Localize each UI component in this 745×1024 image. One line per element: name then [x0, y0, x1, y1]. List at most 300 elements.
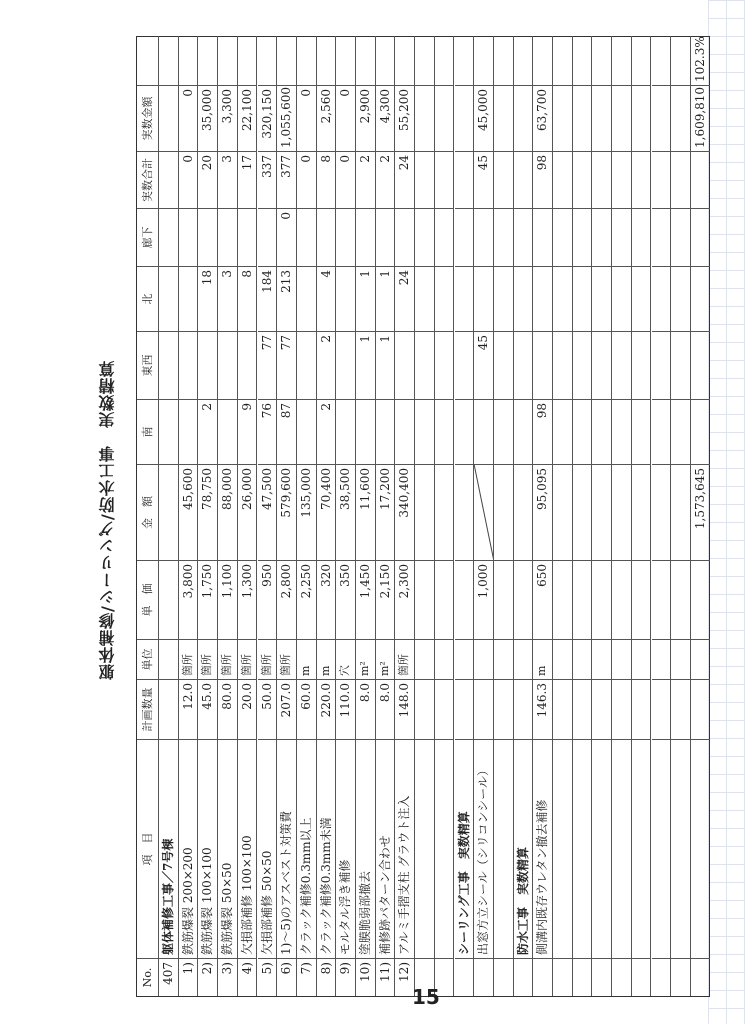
row-qty: 50.0 — [258, 679, 277, 739]
row-east-west — [198, 331, 217, 399]
row-north — [671, 266, 690, 331]
row-south — [297, 399, 316, 464]
row-corridor — [573, 208, 592, 266]
row-total — [632, 151, 651, 208]
row-item: シーリング工事 実数精算 — [455, 739, 474, 958]
row-east-west: 1 — [376, 331, 395, 399]
row-north — [592, 266, 611, 331]
row-percent — [218, 36, 237, 85]
row-amount — [455, 464, 474, 560]
row-percent — [553, 36, 572, 85]
table-row — [277, 36, 297, 996]
row-amount — [494, 464, 513, 560]
row-percent — [277, 36, 296, 85]
row-no — [514, 958, 533, 996]
row-no: 4) — [238, 958, 257, 996]
row-actual-amount — [592, 85, 611, 151]
row-unit — [415, 639, 434, 679]
row-percent — [671, 36, 690, 85]
row-unit — [632, 639, 651, 679]
row-east-west — [218, 331, 237, 399]
row-qty: 8.0 — [356, 679, 375, 739]
row-amount — [435, 464, 454, 560]
row-north — [494, 266, 513, 331]
row-unit: m — [317, 639, 336, 679]
row-north — [336, 266, 355, 331]
row-north: 3 — [218, 266, 237, 331]
row-no — [494, 958, 513, 996]
row-item — [632, 739, 651, 958]
row-total: 8 — [317, 151, 336, 208]
row-total — [553, 151, 572, 208]
row-north — [652, 266, 671, 331]
row-amount — [632, 464, 651, 560]
row-north: 1 — [376, 266, 395, 331]
row-no: 3) — [218, 958, 237, 996]
row-qty: 12.0 — [179, 679, 198, 739]
row-north — [553, 266, 572, 331]
row-total: 0 — [297, 151, 316, 208]
row-east-west — [632, 331, 651, 399]
row-south — [494, 399, 513, 464]
row-unit — [652, 639, 671, 679]
row-east-west — [395, 331, 414, 399]
row-corridor — [317, 208, 336, 266]
row-unit — [553, 639, 572, 679]
header-north: 北 — [137, 266, 158, 331]
settlement-table — [136, 36, 710, 997]
header-item: 項 目 — [137, 739, 158, 958]
row-amount — [159, 464, 178, 560]
table-row — [533, 36, 553, 996]
row-total: 20 — [198, 151, 217, 208]
header-percent — [137, 36, 158, 85]
row-price — [632, 560, 651, 639]
row-actual-amount — [573, 85, 592, 151]
row-actual-amount: 320,150 — [258, 85, 277, 151]
row-east-west — [691, 331, 710, 399]
row-total: 377 — [277, 151, 296, 208]
row-actual-amount: 0 — [297, 85, 316, 151]
row-price: 650 — [533, 560, 552, 639]
row-corridor — [514, 208, 533, 266]
row-unit — [514, 639, 533, 679]
row-unit: m² — [356, 639, 375, 679]
row-item — [553, 739, 572, 958]
row-price — [494, 560, 513, 639]
row-unit — [573, 639, 592, 679]
row-item: 塗膜脆弱部撤去 — [356, 739, 375, 958]
row-amount: 47,500 — [258, 464, 277, 560]
row-corridor — [258, 208, 277, 266]
row-item: 鉄筋爆裂 200×200 — [179, 739, 198, 958]
row-east-west — [573, 331, 592, 399]
row-corridor — [395, 208, 414, 266]
row-price — [612, 560, 631, 639]
row-east-west — [514, 331, 533, 399]
row-total — [612, 151, 631, 208]
row-qty: 80.0 — [218, 679, 237, 739]
row-amount — [592, 464, 611, 560]
row-unit — [455, 639, 474, 679]
row-item: 1)～5)のアスベスト対策費 — [277, 739, 296, 958]
row-item — [435, 739, 454, 958]
row-percent — [455, 36, 474, 85]
row-total: 337 — [258, 151, 277, 208]
row-percent — [474, 36, 493, 85]
row-corridor — [415, 208, 434, 266]
row-corridor — [553, 208, 572, 266]
table-row — [435, 36, 455, 996]
row-price — [652, 560, 671, 639]
row-amount: 340,400 — [395, 464, 414, 560]
row-item: モルタル浮き補修 — [336, 739, 355, 958]
row-item: 補修跡パターン合わせ — [376, 739, 395, 958]
row-unit: 箇所 — [218, 639, 237, 679]
row-no — [691, 958, 710, 996]
row-amount — [671, 464, 690, 560]
row-price — [553, 560, 572, 639]
row-percent: 102.3% — [692, 36, 707, 82]
row-no: 11) — [376, 958, 395, 996]
row-actual-amount: 35,000 — [198, 85, 217, 151]
table-row — [573, 36, 593, 996]
row-amount: 26,000 — [238, 464, 257, 560]
row-corridor — [691, 208, 710, 266]
row-percent — [612, 36, 631, 85]
row-south — [632, 399, 651, 464]
table-header — [137, 36, 159, 996]
row-unit: 箇所 — [198, 639, 217, 679]
row-corridor — [159, 208, 178, 266]
row-east-west — [238, 331, 257, 399]
row-qty: 110.0 — [336, 679, 355, 739]
table-row — [553, 36, 573, 996]
row-unit: m² — [376, 639, 395, 679]
row-actual-amount: 0 — [179, 85, 198, 151]
row-total: 0 — [336, 151, 355, 208]
table-row — [514, 36, 534, 996]
row-amount: 95,095 — [533, 464, 552, 560]
row-south — [435, 399, 454, 464]
row-east-west — [612, 331, 631, 399]
row-amount — [612, 464, 631, 560]
table-row — [474, 36, 494, 996]
row-amount: 88,000 — [218, 464, 237, 560]
row-corridor — [474, 208, 493, 266]
row-percent — [356, 36, 375, 85]
row-qty — [435, 679, 454, 739]
row-corridor — [592, 208, 611, 266]
row-price — [435, 560, 454, 639]
grid-paper-edge — [708, 0, 745, 1024]
header-total: 実数合計 — [137, 151, 158, 208]
row-unit — [494, 639, 513, 679]
row-total — [494, 151, 513, 208]
row-total: 17 — [238, 151, 257, 208]
row-actual-amount — [553, 85, 572, 151]
row-east-west — [336, 331, 355, 399]
row-item — [592, 739, 611, 958]
row-north — [533, 266, 552, 331]
row-south — [691, 399, 710, 464]
row-no — [553, 958, 572, 996]
row-no: 2) — [198, 958, 217, 996]
row-item: 鉄筋爆裂 50×50 — [218, 739, 237, 958]
row-actual-amount — [652, 85, 671, 151]
row-actual-amount: 4,300 — [376, 85, 395, 151]
estimate-sheet — [136, 36, 710, 997]
row-corridor — [494, 208, 513, 266]
row-south — [573, 399, 592, 464]
row-amount — [652, 464, 671, 560]
row-price — [159, 560, 178, 639]
row-item: 出窓方立シール（シリコンシール） — [474, 739, 493, 958]
row-qty: 60.0 — [297, 679, 316, 739]
row-total: 98 — [533, 151, 552, 208]
row-item: 欠損部補修 100×100 — [238, 739, 257, 958]
row-east-west — [297, 331, 316, 399]
row-corridor — [198, 208, 217, 266]
row-total — [455, 151, 474, 208]
row-qty — [455, 679, 474, 739]
row-total: 45 — [474, 151, 493, 208]
row-north — [514, 266, 533, 331]
row-actual-amount: 2,560 — [317, 85, 336, 151]
row-south — [356, 399, 375, 464]
row-south — [179, 399, 198, 464]
row-item: クラック補修0.3mm未満 — [317, 739, 336, 958]
row-corridor — [671, 208, 690, 266]
row-south — [336, 399, 355, 464]
table-row — [395, 36, 415, 996]
row-east-west — [652, 331, 671, 399]
row-price: 2,300 — [395, 560, 414, 639]
row-north: 4 — [317, 266, 336, 331]
row-actual-amount: 2,900 — [356, 85, 375, 151]
row-amount: 1,573,645 — [691, 464, 710, 560]
row-south: 2 — [317, 399, 336, 464]
row-actual-amount — [612, 85, 631, 151]
table-row — [632, 36, 652, 996]
row-unit: 箇所 — [277, 639, 296, 679]
row-qty — [612, 679, 631, 739]
row-price: 350 — [336, 560, 355, 639]
row-south — [455, 399, 474, 464]
row-total: 0 — [179, 151, 198, 208]
row-item — [573, 739, 592, 958]
row-corridor — [533, 208, 552, 266]
row-corridor — [238, 208, 257, 266]
row-north — [691, 266, 710, 331]
row-corridor — [376, 208, 395, 266]
row-percent — [652, 36, 671, 85]
row-corridor — [356, 208, 375, 266]
row-south — [671, 399, 690, 464]
row-price — [573, 560, 592, 639]
row-total — [435, 151, 454, 208]
row-actual-amount: 1,609,810 — [691, 85, 710, 151]
row-actual-amount: 0 — [336, 85, 355, 151]
row-east-west — [435, 331, 454, 399]
row-corridor — [297, 208, 316, 266]
row-corridor — [435, 208, 454, 266]
row-south — [395, 399, 414, 464]
row-item — [415, 739, 434, 958]
row-amount — [573, 464, 592, 560]
row-north — [435, 266, 454, 331]
row-item: クラック補修0.3mm以上 — [297, 739, 316, 958]
row-no: 1) — [179, 958, 198, 996]
row-unit: m — [533, 639, 552, 679]
row-item — [671, 739, 690, 958]
row-south — [218, 399, 237, 464]
row-north — [573, 266, 592, 331]
table-row — [238, 36, 258, 996]
table-row — [258, 36, 278, 996]
row-no: 10) — [356, 958, 375, 996]
row-price: 1,750 — [198, 560, 217, 639]
row-price: 320 — [317, 560, 336, 639]
row-price: 1,300 — [238, 560, 257, 639]
row-north: 18 — [198, 266, 217, 331]
row-east-west: 77 — [258, 331, 277, 399]
row-qty — [494, 679, 513, 739]
row-corridor: 0 — [277, 208, 296, 266]
row-qty — [474, 679, 493, 739]
row-percent — [494, 36, 513, 85]
header-unit: 単位 — [137, 639, 158, 679]
header-no: No. — [137, 958, 158, 996]
row-no: 5) — [258, 958, 277, 996]
row-qty: 146.3 — [533, 679, 552, 739]
row-amount: 78,750 — [198, 464, 217, 560]
table-row — [691, 36, 710, 996]
row-qty — [415, 679, 434, 739]
row-no — [455, 958, 474, 996]
row-east-west: 2 — [317, 331, 336, 399]
row-qty — [553, 679, 572, 739]
table-row — [671, 36, 691, 996]
row-percent — [415, 36, 434, 85]
row-price: 3,800 — [179, 560, 198, 639]
row-south — [514, 399, 533, 464]
row-unit — [671, 639, 690, 679]
row-unit: m — [297, 639, 316, 679]
row-east-west: 45 — [474, 331, 493, 399]
row-total: 24 — [395, 151, 414, 208]
row-qty — [573, 679, 592, 739]
row-east-west: 77 — [277, 331, 296, 399]
row-no: 9) — [336, 958, 355, 996]
header-price: 単 価 — [137, 560, 158, 639]
row-north — [159, 266, 178, 331]
row-percent — [573, 36, 592, 85]
table-row — [652, 36, 672, 996]
row-amount: 135,000 — [297, 464, 316, 560]
row-north: 1 — [356, 266, 375, 331]
row-corridor — [218, 208, 237, 266]
row-no — [652, 958, 671, 996]
row-south — [553, 399, 572, 464]
row-east-west — [592, 331, 611, 399]
row-item: 鉄筋爆裂 100×100 — [198, 739, 217, 958]
row-north — [474, 266, 493, 331]
row-percent — [632, 36, 651, 85]
table-row — [179, 36, 199, 996]
row-actual-amount: 55,200 — [395, 85, 414, 151]
table-row — [336, 36, 356, 996]
row-east-west — [533, 331, 552, 399]
row-no: 7) — [297, 958, 316, 996]
row-amount: 70,400 — [317, 464, 336, 560]
header-qty: 計画数量 — [137, 679, 158, 739]
row-unit: 箇所 — [238, 639, 257, 679]
row-north: 213 — [277, 266, 296, 331]
row-unit — [592, 639, 611, 679]
page-number: 15 — [412, 985, 440, 1009]
row-price — [455, 560, 474, 639]
row-price: 950 — [258, 560, 277, 639]
row-north: 24 — [395, 266, 414, 331]
row-north: 184 — [258, 266, 277, 331]
table-row — [455, 36, 475, 996]
row-price: 1,000 — [474, 560, 493, 639]
row-actual-amount — [435, 85, 454, 151]
header-actual-amount: 実数金額 — [137, 85, 158, 151]
row-percent — [159, 36, 178, 85]
row-qty: 8.0 — [376, 679, 395, 739]
row-qty — [691, 679, 710, 739]
row-south — [159, 399, 178, 464]
row-price: 2,250 — [297, 560, 316, 639]
row-no — [612, 958, 631, 996]
row-actual-amount — [455, 85, 474, 151]
row-percent — [376, 36, 395, 85]
row-percent — [514, 36, 533, 85]
row-north — [297, 266, 316, 331]
row-percent — [297, 36, 316, 85]
row-amount — [514, 464, 533, 560]
row-actual-amount — [632, 85, 651, 151]
row-qty: 207.0 — [277, 679, 296, 739]
row-unit — [159, 639, 178, 679]
table-row — [198, 36, 218, 996]
row-north — [612, 266, 631, 331]
row-price — [415, 560, 434, 639]
row-item: 防水工事 実数精算 — [514, 739, 533, 958]
row-east-west — [179, 331, 198, 399]
row-south — [652, 399, 671, 464]
row-amount: 45,600 — [179, 464, 198, 560]
table-row — [376, 36, 396, 996]
row-total — [652, 151, 671, 208]
header-east-west: 東西 — [137, 331, 158, 399]
table-row — [494, 36, 514, 996]
row-unit: 箇所 — [395, 639, 414, 679]
row-corridor — [632, 208, 651, 266]
row-south — [376, 399, 395, 464]
row-amount: 17,200 — [376, 464, 395, 560]
row-total: 3 — [218, 151, 237, 208]
row-item — [691, 739, 710, 958]
row-south: 9 — [238, 399, 257, 464]
row-qty: 20.0 — [238, 679, 257, 739]
row-east-west — [671, 331, 690, 399]
row-corridor — [455, 208, 474, 266]
row-percent — [336, 36, 355, 85]
row-actual-amount — [671, 85, 690, 151]
